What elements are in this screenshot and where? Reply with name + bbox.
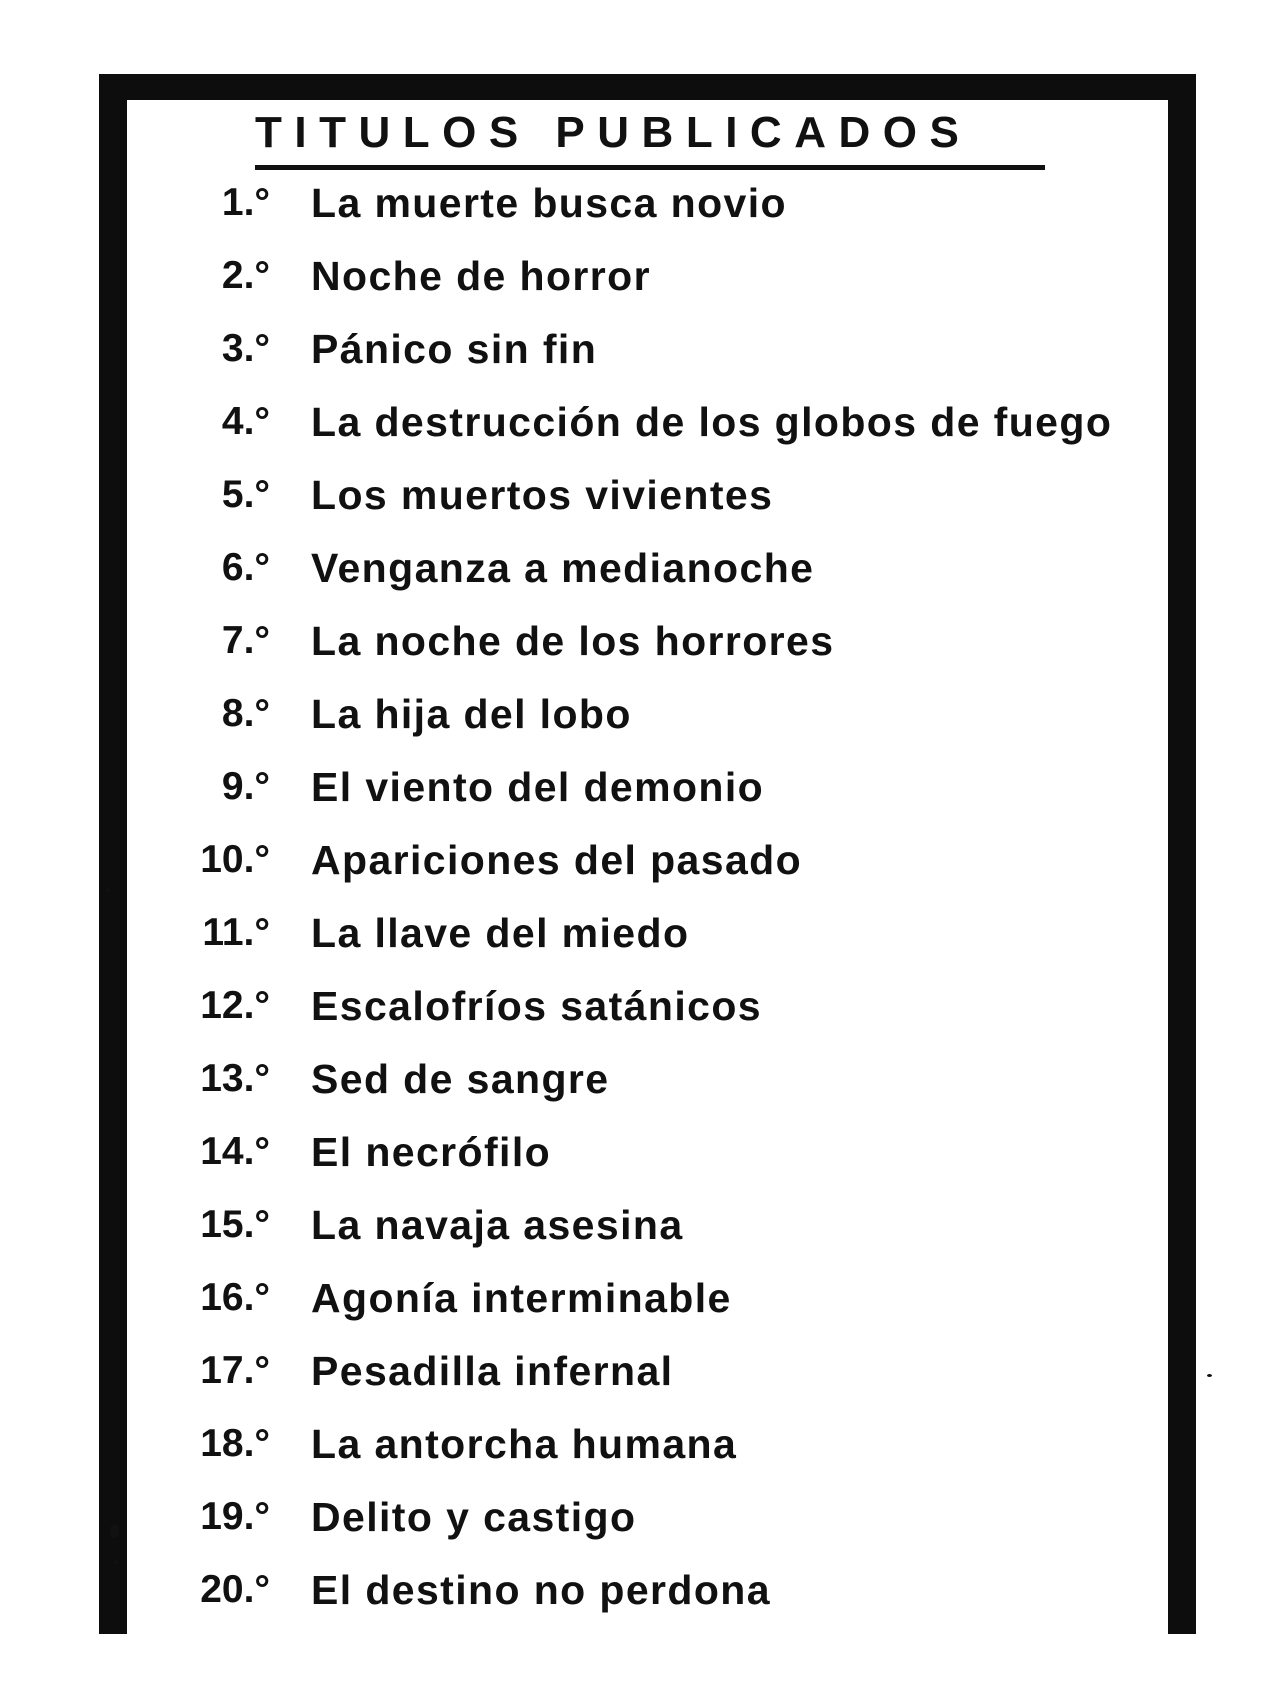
item-title: El destino no perdona — [311, 1567, 771, 1613]
item-title: Delito y castigo — [311, 1494, 637, 1540]
list-item — [0, 1192, 1280, 1265]
scan-speck — [110, 1524, 119, 1538]
list-item — [0, 316, 1280, 389]
list-item — [0, 827, 1280, 900]
item-number: 2.° — [221, 254, 270, 297]
item-number: 11.° — [202, 911, 270, 954]
item-title: La navaja asesina — [311, 1202, 684, 1248]
item-title: La noche de los horrores — [311, 618, 835, 664]
list-item — [0, 900, 1280, 973]
item-number: 18.° — [200, 1422, 270, 1465]
item-number: 9.° — [221, 765, 270, 808]
item-number: 16.° — [200, 1276, 270, 1319]
item-title: Escalofríos satánicos — [311, 983, 762, 1029]
item-number: 3.° — [221, 327, 270, 370]
item-title: La hija del lobo — [311, 691, 632, 737]
item-number: 8.° — [221, 692, 270, 735]
list-item — [0, 389, 1280, 462]
item-title: La destrucción de los globos de fuego — [311, 399, 1113, 445]
scan-speck — [106, 888, 110, 893]
item-title: Apariciones del pasado — [311, 837, 803, 883]
scan-speck — [1207, 1374, 1212, 1377]
titles-list — [0, 170, 1280, 1630]
item-number: 17.° — [200, 1349, 270, 1392]
item-number: 15.° — [200, 1203, 270, 1246]
scan-speck — [114, 1560, 118, 1565]
list-item — [0, 462, 1280, 535]
item-title: El necrófilo — [311, 1129, 552, 1175]
item-number: 14.° — [200, 1130, 270, 1173]
item-title: Pesadilla infernal — [311, 1348, 674, 1394]
item-title: Los muertos vivientes — [311, 472, 774, 518]
item-number: 13.° — [200, 1057, 270, 1100]
list-item — [0, 973, 1280, 1046]
list-item — [0, 170, 1280, 243]
page-title: TITULOS PUBLICADOS — [255, 108, 1045, 170]
item-title: El viento del demonio — [311, 764, 765, 810]
list-item — [0, 243, 1280, 316]
item-title: Agonía interminable — [311, 1275, 732, 1321]
item-number: 12.° — [200, 984, 270, 1027]
list-item — [0, 1046, 1280, 1119]
item-number: 10.° — [200, 838, 270, 881]
item-title: Venganza a medianoche — [311, 545, 815, 591]
list-item — [0, 1557, 1280, 1630]
item-number: 20.° — [200, 1568, 270, 1611]
item-title: Sed de sangre — [311, 1056, 610, 1102]
list-item — [0, 535, 1280, 608]
item-title: Noche de horror — [311, 253, 651, 299]
list-item — [0, 1119, 1280, 1192]
list-item — [0, 1338, 1280, 1411]
list-item — [0, 1484, 1280, 1557]
item-number: 19.° — [200, 1495, 270, 1538]
item-number: 7.° — [221, 619, 270, 662]
item-title: La muerte busca novio — [311, 180, 787, 226]
list-item — [0, 754, 1280, 827]
list-item — [0, 608, 1280, 681]
item-title: La llave del miedo — [311, 910, 690, 956]
item-number: 5.° — [221, 473, 270, 516]
item-number: 4.° — [221, 400, 270, 443]
item-number: 1.° — [221, 181, 270, 224]
item-title: Pánico sin fin — [311, 326, 598, 372]
list-item — [0, 1411, 1280, 1484]
item-number: 6.° — [221, 546, 270, 589]
list-item — [0, 1265, 1280, 1338]
item-title: La antorcha humana — [311, 1421, 738, 1467]
list-item — [0, 681, 1280, 754]
